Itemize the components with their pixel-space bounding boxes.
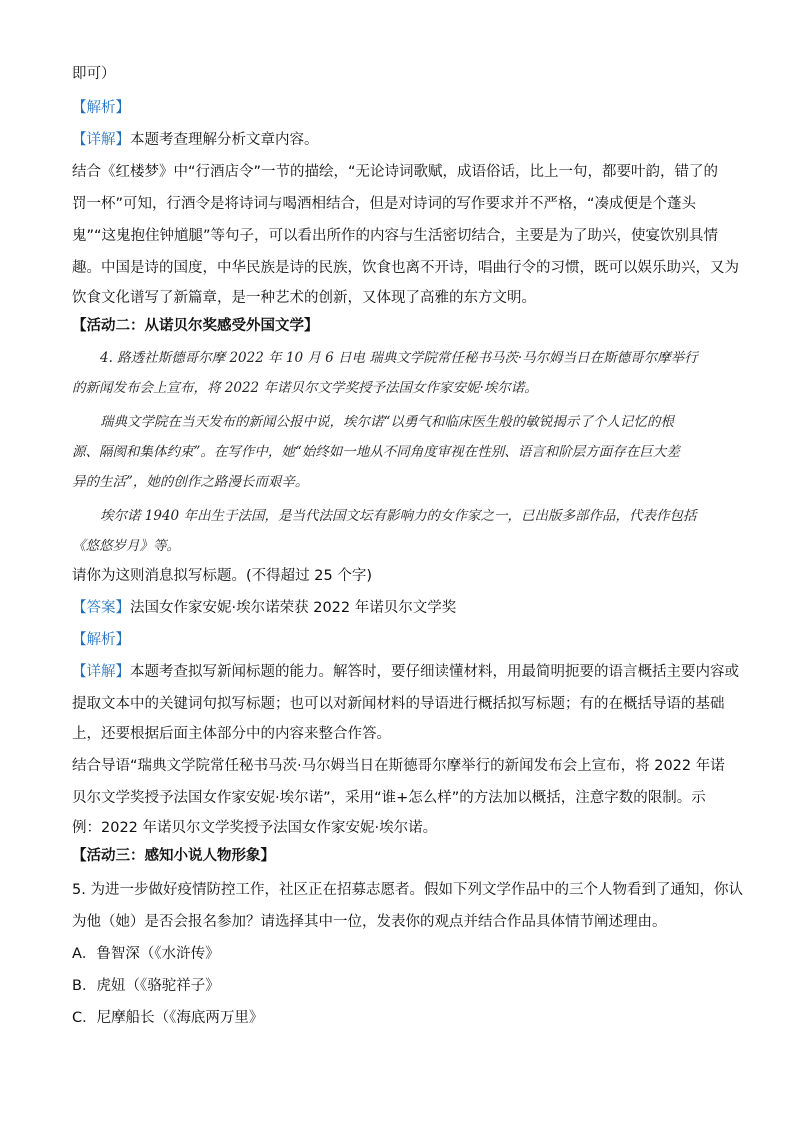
detail-text: 本题考查理解分析文章内容。	[130, 132, 319, 148]
text-line: 饮食文化谱写了新篇章，是一种艺术的创新，又体现了高雅的东方文明。	[72, 290, 536, 306]
text-line: 提取文本中的关键词句拟写标题；也可以对新闻材料的导语进行概括拟写标题；有的在概括导语的基础	[72, 696, 725, 712]
option-b: B．虎妞（《骆驼祥子》	[72, 978, 220, 994]
detail-label: 【详解】	[72, 664, 130, 680]
text-line: 趣。中国是诗的国度，中华民族是诗的民族，饮食也离不开诗，唱曲行令的习惯，既可以娱乐助兴，又为	[72, 260, 739, 276]
quote-line: 异的生活”，她的创作之路漫长而艰辛。	[72, 474, 309, 490]
text-line: 贝尔文学奖授予法国女作家安妮·埃尔诺”，采用“谁+怎么样”的方法加以概括，注意字数的限制。示	[72, 790, 706, 806]
detail-text: 本题考查拟写新闻标题的能力。解答时，要仔细读懂材料，用最简明扼要的语言概括主要内容或	[130, 664, 739, 680]
text-line: 上，还要根据后面主体部分中的内容来整合作答。	[72, 726, 391, 742]
answer-line	[72, 598, 722, 618]
quote-line: 瑞典文学院在当天发布的新闻公报中说，埃尔诺“以勇气和临床医生般的敏锐揭示了个人记忆的根	[100, 414, 674, 430]
analysis-label: 【解析】	[72, 100, 130, 116]
answer-label: 【答案】	[72, 600, 130, 616]
question-text: 5. 为进一步做好疫情防控工作，社区正在招募志愿者。假如下列文学作品中的三个人物看到了通知，你认	[72, 882, 743, 898]
text-line: 鬼”“这鬼抱住钟馗腿”等句子，可以看出所作的内容与生活密切结合，主要是为了助兴，使宴饮别具情	[72, 228, 719, 244]
quote-line: 《悠悠岁月》等。	[72, 538, 180, 554]
text-line: 例：2022 年诺贝尔文学奖授予法国女作家安妮·埃尔诺。	[72, 820, 438, 836]
section-heading-activity-3: 【活动三：感知小说人物形象】	[72, 848, 275, 864]
text-line: 即可）	[72, 66, 116, 82]
text-line: 结合《红楼梦》中“行酒店令”一节的描绘，“无论诗词歌赋，成语俗话，比上一句，都要叶韵，错了的	[72, 164, 719, 180]
option-c: C．尼摩船长（《海底两万里》	[72, 1010, 264, 1026]
analysis-label: 【解析】	[72, 632, 130, 648]
detail-line	[72, 662, 739, 682]
detail-label: 【详解】	[72, 132, 130, 148]
quote-line: 源、隔阂和集体约束”。在写作中，她“始终如一地从不同角度审视在性别、语言和阶层方面存在巨大差	[72, 444, 680, 460]
text-line: 结合导语“瑞典文学院常任秘书马茨·马尔姆当日在斯德哥尔摩举行的新闻发布会上宣布，将 2022 年诺	[72, 758, 725, 774]
answer-text: 法国女作家安妮·埃尔诺荣获 2022 年诺贝尔文学奖	[130, 600, 457, 616]
quote-line: 4. 路透社斯德哥尔摩 2022 年 10 月 6 日电 瑞典文学院常任秘书马茨·马尔姆当日在斯德哥尔摩举行	[100, 350, 698, 366]
option-a: A．鲁智深（《水浒传》	[72, 946, 220, 962]
detail-line	[72, 130, 722, 150]
text-line: 罚一杯”可知，行酒令是将诗词与喝酒相结合，但是对诗词的写作要求并不严格，“凑成便是个蓬头	[72, 196, 697, 212]
quote-line: 埃尔诺 1940 年出生于法国，是当代法国文坛有影响力的女作家之一，已出版多部作品，代表作包括	[100, 508, 697, 524]
quote-line: 的新闻发布会上宣布，将 2022 年诺贝尔文学奖授予法国女作家安妮·埃尔诺。	[72, 380, 538, 396]
question-text: 为他（她）是否会报名参加？请选择其中一位，发表你的观点并结合作品具体情节阐述理由。	[72, 914, 667, 930]
question-prompt: 请你为这则消息拟写标题。(不得超过 25 个字)	[72, 568, 372, 584]
section-heading-activity-2: 【活动二：从诺贝尔奖感受外国文学】	[72, 318, 319, 334]
